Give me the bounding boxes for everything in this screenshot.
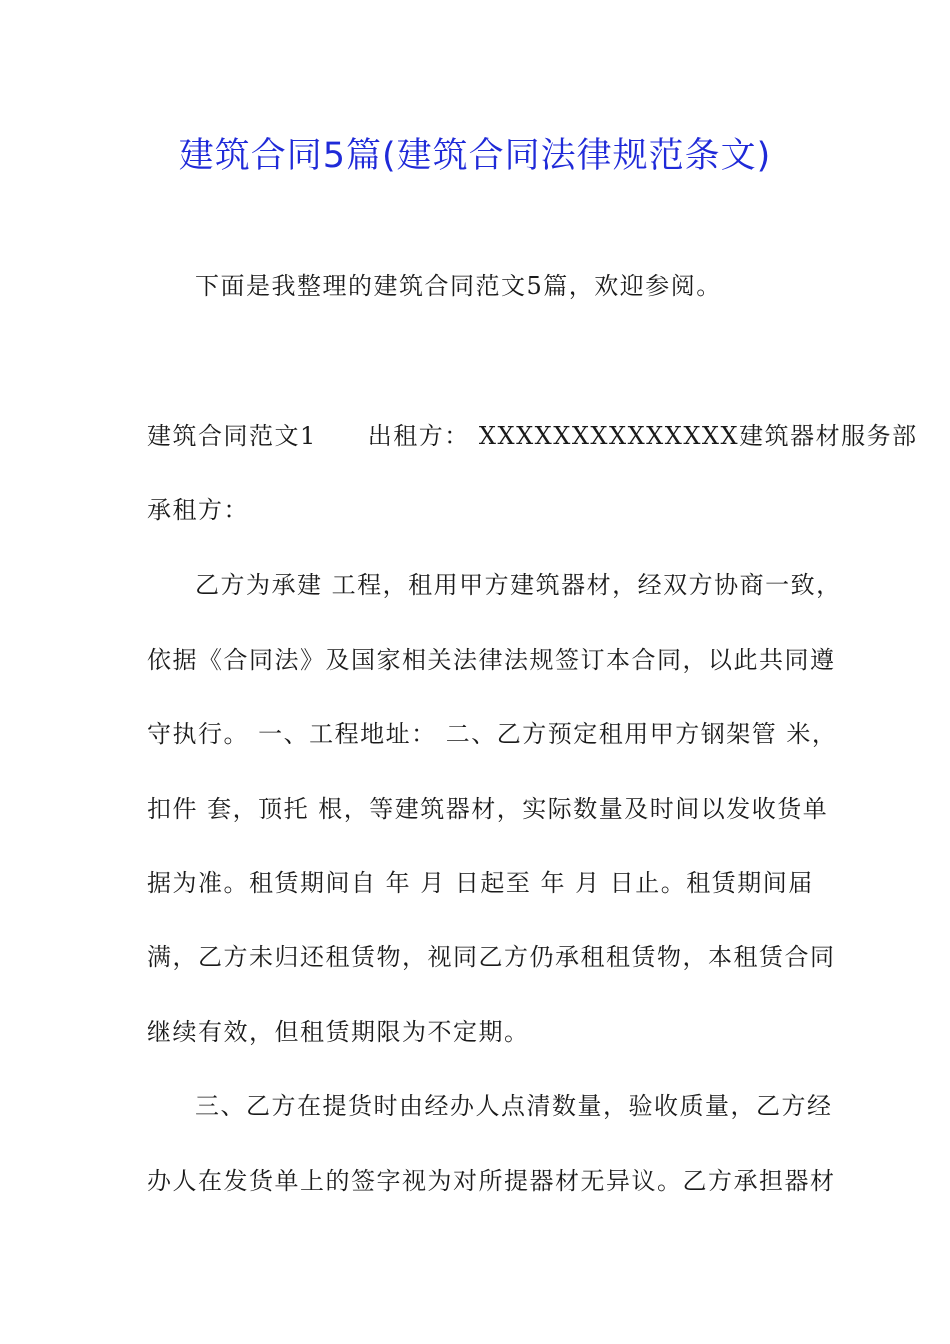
body-line: 办人在发货单上的签字视为对所提器材无异议。乙方承担器材	[147, 1167, 836, 1195]
lessee-line: 承租方：	[147, 496, 249, 524]
body-line: 满，乙方未归还租赁物，视同乙方仍承租租赁物，本租赁合同	[147, 943, 836, 971]
body-line: 乙方为承建 工程，租用甲方建筑器材，经双方协商一致，	[195, 571, 842, 599]
body-line: 扣件 套，顶托 根，等建筑器材，实际数量及时间以发收货单	[147, 795, 829, 823]
body-line: 据为准。租赁期间自 年 月 日起至 年 月 日止。租赁期间届	[147, 869, 814, 897]
body-line: 依据《合同法》及国家相关法律法规签订本合同，以此共同遵	[147, 646, 836, 674]
intro-paragraph: 下面是我整理的建筑合同范文5篇，欢迎参阅。	[195, 272, 722, 300]
document-title: 建筑合同5篇(建筑合同法律规范条文)	[178, 136, 772, 176]
body-line: 三、乙方在提货时由经办人点清数量，验收质量，乙方经	[195, 1092, 833, 1120]
body-line: 守执行。 一、工程地址： 二、乙方预定租用甲方钢架管 米，	[147, 720, 838, 748]
contract-header-line: 建筑合同范文1 出租方： XXXXXXXXXXXXXX建筑器材服务部	[147, 422, 918, 450]
body-line: 继续有效，但租赁期限为不定期。	[147, 1018, 530, 1046]
